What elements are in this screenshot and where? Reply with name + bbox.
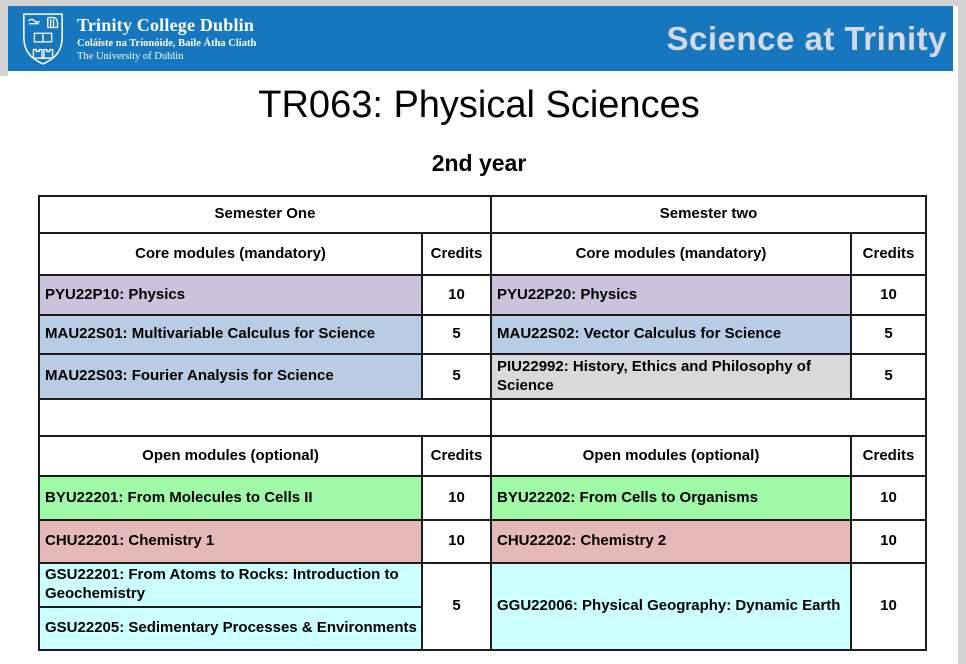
- module-cell: MAU22S02: Vector Calculus for Science: [491, 315, 851, 354]
- semester-two-header: Semester two: [491, 196, 926, 233]
- module-cell: GGU22006: Physical Geography: Dynamic Earth: [491, 563, 851, 649]
- banner-right-title: Science at Trinity: [666, 19, 947, 57]
- credits-header: Credits: [422, 233, 491, 275]
- credits-header: Credits: [851, 233, 926, 275]
- credits-cell: 5: [851, 354, 926, 399]
- credits-cell: 10: [851, 275, 926, 315]
- module-cell: BYU22201: From Molecules to Cells II: [39, 476, 422, 520]
- credits-header: Credits: [422, 436, 491, 476]
- credits-cell: 10: [851, 476, 926, 520]
- module-cell: GSU22201: From Atoms to Rocks: Introduction to Geochemistry: [39, 563, 422, 607]
- modules-table: [38, 195, 927, 651]
- credits-cell: 5: [422, 315, 491, 354]
- credits-cell: 5: [422, 563, 491, 650]
- org-irish-name: Coláiste na Tríonóide, Baile Átha Cliath: [77, 38, 257, 49]
- semester-one-table: [38, 195, 492, 651]
- module-cell: CHU22201: Chemistry 1: [39, 520, 422, 563]
- module-cell: PYU22P20: Physics: [491, 275, 851, 315]
- semester-one-header: Semester One: [39, 196, 491, 233]
- spacer-row: [491, 399, 926, 436]
- org-text-block: [77, 15, 256, 62]
- credits-cell: 10: [422, 476, 491, 520]
- module-cell: PYU22P10: Physics: [39, 275, 422, 315]
- spacer-row: [39, 399, 491, 436]
- credits-cell: 10: [422, 275, 491, 315]
- org-name: Trinity College Dublin: [77, 15, 255, 35]
- open-modules-header: Open modules (optional): [39, 436, 422, 476]
- semester-two-table: [490, 195, 927, 651]
- header-banner: [8, 6, 953, 71]
- credits-cell: 10: [851, 563, 926, 649]
- core-modules-header: Core modules (mandatory): [39, 233, 422, 275]
- credits-header: Credits: [851, 436, 926, 476]
- module-cell: MAU22S01: Multivariable Calculus for Science: [39, 315, 422, 354]
- module-cell: MAU22S03: Fourier Analysis for Science: [39, 354, 422, 399]
- page-subtitle: 2nd year: [431, 150, 527, 176]
- frame-edge-left: [0, 0, 8, 76]
- open-modules-header: Open modules (optional): [491, 436, 851, 476]
- module-cell: GSU22205: Sedimentary Processes & Environments: [39, 607, 422, 650]
- frame-edge-right: [958, 0, 966, 664]
- trinity-crest-icon: [20, 12, 66, 66]
- credits-cell: 5: [422, 354, 491, 399]
- credits-cell: 10: [422, 520, 491, 563]
- page-title: TR063: Physical Sciences: [258, 84, 700, 126]
- core-modules-header: Core modules (mandatory): [491, 233, 851, 275]
- org-subtitle: The University of Dublin: [77, 51, 184, 62]
- module-cell: BYU22202: From Cells to Organisms: [491, 476, 851, 520]
- credits-cell: 5: [851, 315, 926, 354]
- credits-cell: 10: [851, 520, 926, 563]
- module-cell: PIU22992: History, Ethics and Philosophy of Science: [491, 354, 851, 399]
- module-cell: CHU22202: Chemistry 2: [491, 520, 851, 563]
